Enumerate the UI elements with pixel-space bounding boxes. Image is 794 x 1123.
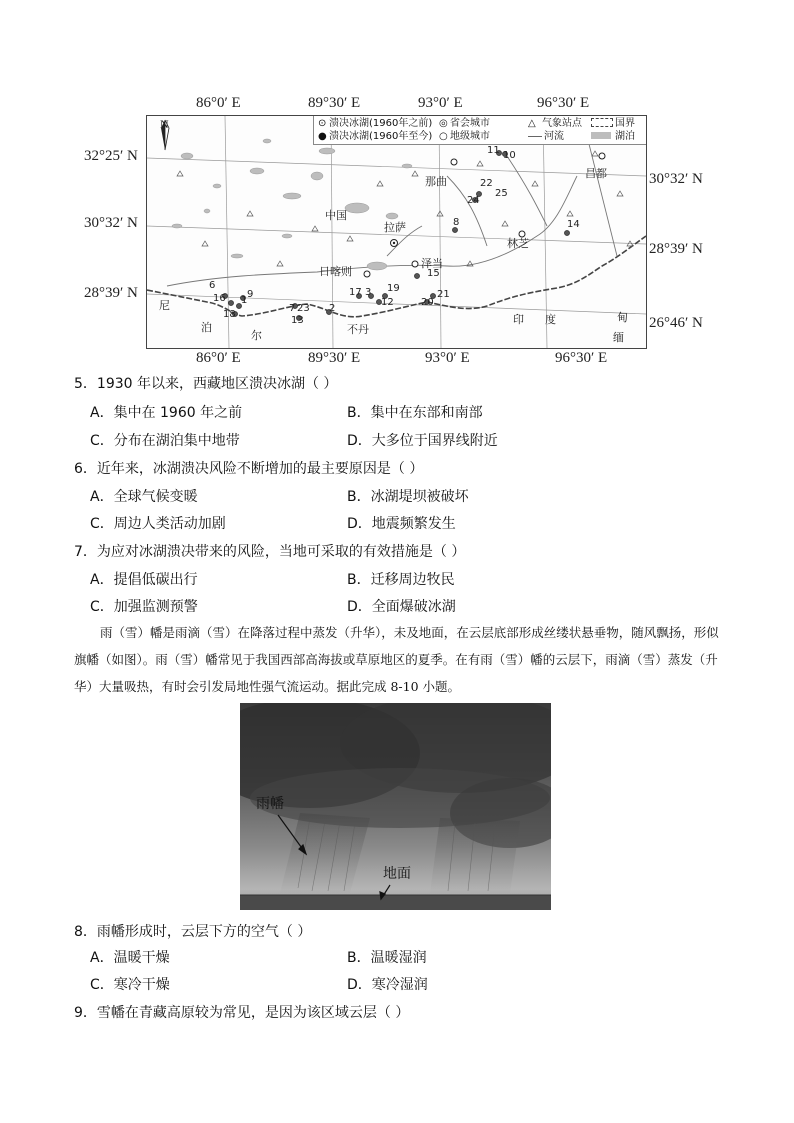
legend-capital: 省会城市	[450, 118, 490, 129]
question-6-option-c: C．周边人类活动加剧	[90, 516, 226, 532]
ground-label: 地面	[383, 866, 411, 882]
site-number: 13	[291, 315, 304, 326]
site-number: 11	[487, 145, 500, 156]
label-bhutan: 不丹	[347, 323, 369, 336]
lat-label-left-2: 30°32′ N	[84, 215, 138, 231]
legend-pre1960: 溃决冰湖(1960年之前)	[329, 118, 433, 129]
question-6-option-b: B．冰湖堤坝被破坏	[347, 489, 469, 505]
map-legend	[313, 116, 647, 145]
site-number: 20	[421, 297, 434, 308]
question-8-stem: 8．雨幡形成时，云层下方的空气（ ）	[74, 924, 312, 940]
label-nepal-2: 泊	[201, 321, 212, 334]
lat-label-left-1: 32°25′ N	[84, 148, 138, 164]
label-nepal-1: 尼	[159, 299, 170, 312]
site-number: 6	[209, 280, 216, 291]
label-myanmar-2: 缅	[613, 331, 624, 344]
rivers	[167, 136, 617, 286]
virga-label: 雨幡	[256, 796, 284, 812]
legend-prefecture-icon: ○	[439, 131, 448, 142]
question-7-option-a: A．提倡低碳出行	[90, 572, 198, 588]
lon-label-top-3: 93°0′ E	[418, 95, 463, 111]
lon-label-bottom-3: 93°0′ E	[425, 350, 470, 366]
site-number: 15	[427, 268, 440, 279]
label-lhasa: 拉萨	[384, 221, 406, 234]
site-number: 3	[365, 287, 372, 298]
site-number: 10	[503, 150, 516, 161]
legend-capital-icon: ◎	[439, 118, 448, 129]
question-5-option-b: B．集中在东部和南部	[347, 405, 483, 421]
lat-label-right-3: 26°46′ N	[649, 315, 703, 331]
label-shigatse: 日喀则	[319, 265, 352, 278]
label-india-1: 印	[513, 313, 524, 326]
question-7-option-b: B．迁移周边牧民	[347, 572, 455, 588]
legend-prefecture: 地级城市	[450, 131, 490, 142]
site-number: 16	[213, 293, 226, 304]
label-nagqu: 那曲	[425, 175, 447, 188]
question-5-option-d: D．大多位于国界线附近	[347, 433, 498, 449]
question-8-option-c: C．寒冷干燥	[90, 977, 170, 993]
lat-label-right-1: 30°32′ N	[649, 171, 703, 187]
legend-lake-icon	[591, 132, 611, 139]
legend-post1960-icon: ●	[318, 131, 327, 142]
site-number: 1	[241, 295, 248, 306]
lon-label-top-2: 89°30′ E	[308, 95, 361, 111]
site-number: 9	[247, 289, 254, 300]
question-5-option-c: C．分布在湖泊集中地带	[90, 433, 240, 449]
border-line	[147, 236, 646, 317]
lon-label-bottom-2: 89°30′ E	[308, 350, 361, 366]
site-number: 14	[567, 219, 580, 230]
question-7-stem: 7．为应对冰湖溃决带来的风险，当地可采取的有效措施是（ ）	[74, 544, 466, 560]
question-9-stem: 9．雪幡在青藏高原较为常见，是因为该区域云层（ ）	[74, 1005, 410, 1021]
question-6-option-a: A．全球气候变暖	[90, 489, 198, 505]
question-8-option-b: B．温暖湿润	[347, 950, 427, 966]
legend-lake: 湖泊	[615, 131, 635, 142]
site-number: 22	[480, 178, 493, 189]
site-number: 2	[329, 303, 336, 314]
legend-border: 国界	[615, 118, 635, 129]
site-number: 25	[495, 188, 508, 199]
site-number: 18	[223, 309, 236, 320]
site-number: 21	[437, 289, 450, 300]
question-7-option-c: C．加强监测预警	[90, 599, 198, 615]
legend-pre1960-icon: ⊙	[318, 118, 327, 129]
question-6-stem: 6．近年来，冰湖溃决风险不断增加的最主要原因是（ ）	[74, 461, 424, 477]
question-8-option-a: A．温暖干燥	[90, 950, 170, 966]
site-number: 7	[289, 303, 296, 314]
question-5-option-a: A．集中在 1960 年之前	[90, 405, 243, 421]
lon-label-top-4: 96°30′ E	[537, 95, 590, 111]
label-nepal-3: 尔	[251, 329, 262, 342]
lat-label-right-2: 28°39′ N	[649, 241, 703, 257]
site-number: 19	[387, 283, 400, 294]
site-number: 8	[453, 217, 460, 228]
virga-photo	[240, 703, 551, 910]
lat-label-left-3: 28°39′ N	[84, 285, 138, 301]
label-myanmar-1: 甸	[617, 311, 628, 324]
label-india-2: 度	[545, 313, 556, 326]
lon-label-top-1: 86°0′ E	[196, 95, 241, 111]
north-label: N	[160, 117, 169, 131]
label-shannan: 泽当	[421, 257, 443, 270]
site-number: 12	[381, 297, 394, 308]
legend-river: 河流	[544, 131, 564, 142]
legend-station-icon: △	[528, 118, 536, 129]
lon-label-bottom-4: 96°30′ E	[555, 350, 608, 366]
legend-station: 气象站点	[542, 118, 582, 129]
legend-river-icon	[528, 136, 542, 138]
site-number: 17	[349, 287, 362, 298]
site-number: 23	[297, 303, 310, 314]
label-nyingchi: 林芝	[507, 237, 529, 250]
lon-label-bottom-1: 86°0′ E	[196, 350, 241, 366]
label-china: 中国	[325, 209, 347, 222]
question-6-option-d: D．地震频繁发生	[347, 516, 456, 532]
site-number: 24	[467, 195, 480, 206]
passage-text: 雨（雪）幡是雨滴（雪）在降落过程中蒸发（升华），未及地面，在云层底部形成丝缕状悬垂物，随风飘扬，形似旗幡（如图）。雨（雪）幡常见于我国西部高海拔或草原地区的夏季。在有雨（雪）幡的云层下，雨滴（雪）蒸发（升华）大量吸热，有时会引发局地性强气流运动。据此完成 8-10 小题。	[74, 625, 719, 694]
legend-post1960: 溃决冰湖(1960年至今)	[329, 131, 433, 142]
weather-stations	[177, 151, 633, 266]
label-qamdo: 昌都	[585, 167, 607, 180]
question-5-stem: 5．1930 年以来，西藏地区溃决冰湖（ ）	[74, 376, 338, 392]
question-7-option-d: D．全面爆破冰湖	[347, 599, 456, 615]
glacial-lake-map	[146, 115, 647, 349]
legend-border-icon	[591, 118, 613, 127]
question-8-option-d: D．寒冷湿润	[347, 977, 428, 993]
lakes	[172, 139, 412, 270]
